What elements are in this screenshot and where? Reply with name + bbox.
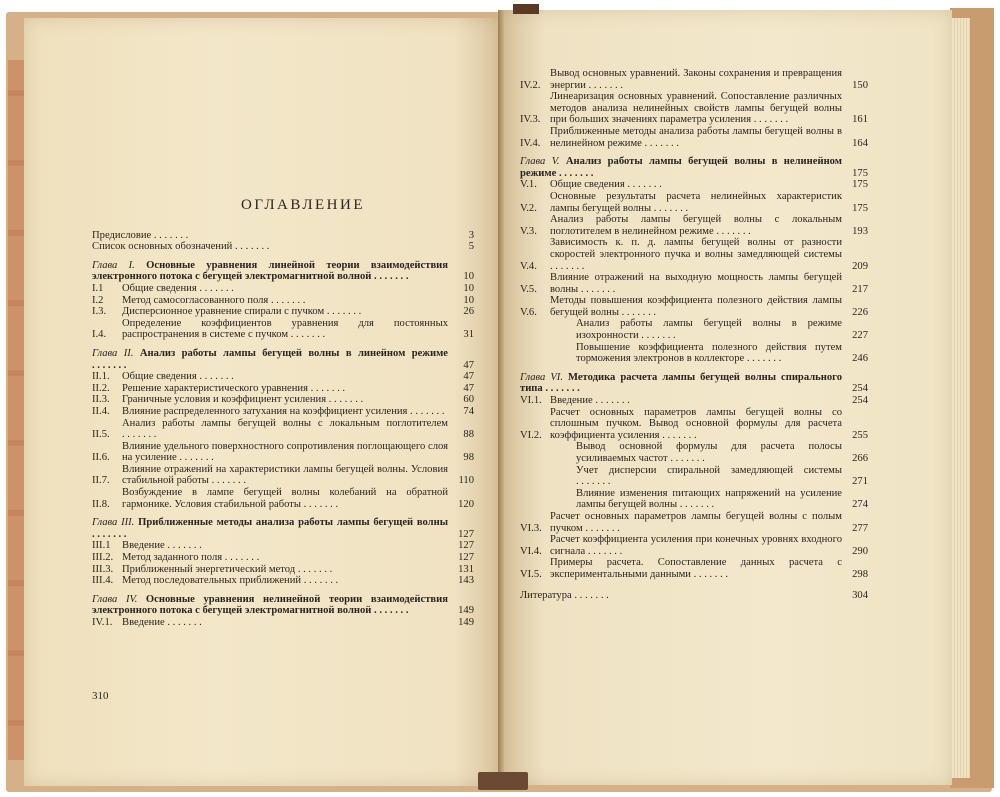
- toc-page-number: 47: [463, 359, 474, 371]
- toc-page-number: 175: [852, 202, 868, 214]
- leader-dots: . . . . . . .: [196, 371, 234, 383]
- toc-chapter-title: Основные уравнения линейной теории взаимодействия электронного потока с бегущей электромагнитной волной: [92, 259, 448, 283]
- toc-entry: [520, 465, 868, 488]
- toc-entry-number: I.2: [92, 294, 104, 306]
- toc-entry-text: Метод заданного поля: [122, 552, 223, 564]
- leader-dots: . . . . . . .: [371, 271, 409, 283]
- toc-entry-number: VI.1.: [520, 395, 542, 407]
- toc-entry: [92, 564, 474, 576]
- toc-chapter-title: Основные уравнения нелинейной теории взаимодействия электронного потока с бегущей электромагнитной волной: [92, 593, 448, 617]
- toc-entry: [92, 241, 474, 253]
- toc-entry-title: [122, 383, 448, 395]
- book-gutter: [498, 10, 504, 790]
- toc-entry-text: Расчет основных параметров лампы бегущей волны с полым пучком: [550, 510, 842, 534]
- toc-chapter-entry: [520, 156, 868, 179]
- toc-entry: [520, 590, 868, 602]
- toc-page-number: 5: [468, 241, 474, 253]
- toc-entry-title: [550, 511, 842, 534]
- toc-entry-text: Методы повышения коэффициента полезного действия лампы бегущей волны: [550, 295, 842, 318]
- toc-entry-number: II.5.: [92, 429, 110, 441]
- toc-entry-title: [122, 406, 448, 418]
- toc-chapter-entry: [92, 594, 474, 617]
- toc-page-number: 175: [852, 167, 868, 179]
- toc-entry: [92, 318, 474, 341]
- toc-entry-number: V.4.: [520, 260, 537, 272]
- toc-entry-title: [122, 441, 448, 464]
- toc-entry-title: [550, 557, 842, 580]
- toc-entry: [520, 68, 868, 91]
- toc-page-number: 98: [463, 452, 474, 464]
- toc-page-number: 74: [463, 405, 474, 417]
- toc-entry-text: Линеаризация основных уравнений. Сопоставление различных методов анализа нелинейных свойств лампы бегущей волны при больших значениях параметра усиления: [550, 91, 842, 126]
- toc-entry-title: [550, 272, 842, 295]
- toc-entry-number: II.1.: [92, 371, 110, 383]
- toc-entry-title: [92, 594, 448, 617]
- toc-entry-number: IV.1.: [92, 617, 113, 628]
- leader-dots: . . . . . . .: [618, 306, 657, 318]
- leader-dots: . . . . . . .: [744, 353, 782, 365]
- toc-chapter-number: Глава IV.: [92, 593, 146, 605]
- toc-page-number: 161: [852, 114, 868, 126]
- toc-entry-number: IV.2.: [520, 79, 541, 91]
- toc-page-number: 255: [852, 429, 868, 441]
- toc-entry-text: Анализ работы лампы бегущей волны с локальным поглотителем: [122, 417, 448, 429]
- toc-entry-text: Приближенные методы анализа работы лампы бегущей волны в нелинейном режиме: [550, 125, 842, 149]
- leader-dots: . . . . . . .: [222, 552, 260, 564]
- toc-entry-text: Влияние изменения питающих напряжений на усиление лампы бегущей волны: [576, 487, 842, 511]
- leader-dots: . . . . . . .: [624, 179, 662, 191]
- leader-dots: . . . . . . .: [326, 394, 364, 406]
- toc-entry: [520, 237, 868, 272]
- toc-chapter-number: Глава II.: [92, 347, 140, 359]
- toc-entry: [92, 552, 474, 564]
- toc-entry-text: Приближенный энергетический метод: [122, 563, 296, 575]
- toc-page-number: 60: [463, 394, 474, 406]
- toc-entry-number: IV.3.: [520, 114, 541, 126]
- toc-entry-number: II.6.: [92, 452, 110, 464]
- leader-dots: . . . . . . .: [638, 330, 676, 342]
- leader-dots: . . . . . . .: [268, 294, 306, 306]
- toc-entry-text: Решение характеристического уравнения: [122, 382, 308, 394]
- toc-entry: [92, 383, 474, 395]
- toc-entry-title: [122, 306, 448, 318]
- toc-entry-number: III.4.: [92, 575, 114, 587]
- toc-chapter-title: Методика расчета лампы бегущей волны спирального типа: [520, 371, 842, 395]
- toc-chapter-number: Глава VI.: [520, 371, 568, 383]
- toc-chapter-entry: [520, 372, 868, 395]
- toc-entry: [520, 511, 868, 534]
- toc-entry-number: III.1: [92, 540, 111, 552]
- toc-entry: [92, 230, 474, 242]
- leader-dots: . . . . . . .: [585, 79, 623, 91]
- leader-dots: . . . . . . .: [713, 225, 751, 237]
- toc-page-number: 164: [852, 137, 868, 149]
- toc-entry-title: [550, 534, 842, 557]
- toc-entry-title: [92, 230, 448, 242]
- toc-page-number: 26: [463, 306, 474, 318]
- leader-dots: . . . . . . .: [578, 283, 616, 295]
- leader-dots: . . . . . . .: [641, 137, 679, 149]
- toc-page-number: 47: [463, 382, 474, 394]
- toc-entry-number: I.1: [92, 282, 104, 294]
- toc-entry-title: [550, 126, 842, 149]
- toc-chapter-title: Анализ работы лампы бегущей волны в нелинейном режиме: [520, 156, 842, 179]
- toc-page-number: 277: [852, 522, 868, 534]
- toc-chapter-entry: [92, 348, 474, 371]
- toc-entry-text: Общие сведения: [550, 179, 625, 191]
- toc-page-number: 149: [458, 617, 474, 628]
- toc-entry: [520, 534, 868, 557]
- toc-entry-number: V.6.: [520, 306, 537, 318]
- leader-dots: . . . . . . .: [556, 167, 594, 179]
- toc-entry-text: Примеры расчета. Сопоставление данных расчета с экспериментальными данными: [550, 557, 842, 580]
- toc-entry-title: [122, 575, 448, 587]
- toc-entry-title: [122, 371, 448, 383]
- toc-chapter-number: Глава III.: [92, 517, 139, 529]
- toc-page-number: 127: [458, 552, 474, 564]
- toc-entry-number: I.3.: [92, 306, 107, 318]
- toc-page-number: 274: [852, 499, 868, 511]
- toc-entry-title: [520, 590, 842, 602]
- leader-dots: . . . . . . .: [92, 359, 127, 371]
- toc-chapter-entry: [92, 517, 474, 540]
- toc-page-number: 10: [463, 282, 474, 294]
- leader-dots: . . . . . . .: [585, 545, 623, 557]
- toc-page-number: 88: [463, 429, 474, 441]
- toc-entry: [92, 441, 474, 464]
- toc-page-number: 266: [852, 453, 868, 464]
- toc-entry-text: Общие сведения: [122, 282, 197, 294]
- toc-entry: [520, 191, 868, 214]
- toc-entry-number: II.3.: [92, 394, 110, 406]
- toc-page-number: 227: [852, 330, 868, 342]
- toc-entry-title: [550, 295, 842, 318]
- toc-entry-number: II.4.: [92, 405, 110, 417]
- toc-entry: [92, 406, 474, 418]
- toc-entry-number: V.1.: [520, 179, 537, 191]
- toc-entry-title: [122, 418, 448, 441]
- toc-entry-text: Влияние отражений на характеристики лампы бегущей волны. Условия стабильной работы: [122, 463, 448, 487]
- leader-dots: . . . . . . .: [151, 229, 189, 241]
- toc-entry: [92, 394, 474, 406]
- toc-entry-title: [576, 441, 842, 464]
- toc-entry: [92, 487, 474, 510]
- toc-entry-text: Введение: [550, 395, 593, 407]
- leader-dots: . . . . . . .: [371, 605, 409, 617]
- toc-page-number: 254: [852, 395, 868, 407]
- toc-entry-title: [122, 487, 448, 510]
- leader-dots: . . . . . . .: [659, 429, 697, 441]
- toc-entry: [92, 418, 474, 441]
- toc-entry: [92, 464, 474, 487]
- toc-entry-title: [576, 488, 842, 511]
- leader-dots: . . . . . . .: [542, 383, 580, 395]
- toc-entry: [92, 540, 474, 552]
- toc-entry-number: V.2.: [520, 202, 537, 214]
- toc-entry-number: I.4.: [92, 329, 107, 341]
- toc-entry-title: [520, 156, 842, 179]
- leader-dots: . . . . . . .: [307, 382, 346, 394]
- toc-entry-text: Возбуждение в лампе бегущей волны колебаний на обратной гармонике. Условия стабильной работы: [122, 487, 448, 510]
- leader-dots: . . . . . . .: [301, 498, 339, 510]
- toc-entry-title: [122, 464, 448, 487]
- toc-entry-title: [576, 342, 842, 365]
- toc-entry-text: Влияние удельного поверхностного сопротивления поглощающего слоя на усиление: [122, 440, 448, 464]
- toc-page-number: 254: [852, 383, 868, 395]
- toc-entry-title: [122, 283, 448, 295]
- leader-dots: . . . . . . .: [582, 522, 620, 534]
- toc-entry-title: [122, 564, 448, 576]
- toc-entry-text: Вывод основной формулы для расчета полосы усиливаемых частот: [576, 441, 842, 464]
- toc-entry-number: II.8.: [92, 498, 110, 510]
- toc-entry: [520, 395, 868, 407]
- toc-entry-text: Метод самосогласованного поля: [122, 294, 269, 306]
- toc-page-number: 304: [852, 589, 868, 601]
- toc-page-number: 226: [852, 306, 868, 318]
- bookmark-ribbon-bottom: [478, 772, 528, 790]
- toc-entry-title: [576, 465, 842, 488]
- leader-dots: . . . . . . .: [196, 282, 234, 294]
- toc-entry-text: Основные результаты расчета нелинейных характеристик лампы бегущей волны: [550, 190, 842, 214]
- toc-entry: [520, 214, 868, 237]
- toc-page-number: 10: [463, 294, 474, 306]
- toc-entry-number: V.5.: [520, 283, 537, 295]
- toc-entry-title: [550, 395, 842, 407]
- leader-dots: . . . . . . .: [122, 429, 157, 441]
- toc-entry: [520, 441, 868, 464]
- leader-dots: . . . . . . .: [232, 241, 270, 253]
- toc-page-number: 298: [852, 568, 868, 580]
- toc-entry: [520, 295, 868, 318]
- toc-entry-text: Введение: [122, 540, 165, 552]
- leader-dots: . . . . . . .: [324, 306, 362, 318]
- toc-page-number: 31: [463, 329, 474, 341]
- toc-entry-text: Метод последовательных приближений: [122, 575, 302, 587]
- toc-entry: [92, 283, 474, 295]
- leader-dots: . . . . . . .: [407, 405, 445, 417]
- leader-dots: . . . . . . .: [288, 329, 326, 341]
- toc-entry-title: [122, 617, 448, 629]
- toc-page-number: 47: [463, 371, 474, 383]
- toc-entry-title: [576, 318, 842, 341]
- toc-entry-title: [550, 68, 842, 91]
- toc-entry-text: Расчет основных параметров лампы бегущей волны со сплошным пучком. Вывод основной формулы для расчета коэффициента усиления: [550, 406, 842, 441]
- leader-dots: . . . . . . .: [208, 475, 246, 487]
- toc-entry-text: Анализ работы лампы бегущей волны с локальным поглотителем в нелинейном режиме: [550, 214, 842, 237]
- toc-chapter-entry: [92, 260, 474, 283]
- toc-entry-title: [520, 372, 842, 395]
- toc-entry: [520, 342, 868, 365]
- toc-entry-text: Зависимость к. п. д. лампы бегущей волны от разности скоростей электронного пучка и волны замедляющей системы: [550, 237, 842, 260]
- leader-dots: . . . . . . .: [301, 575, 339, 587]
- toc-page-number: 127: [458, 540, 474, 552]
- leader-dots: . . . . . . .: [667, 453, 705, 464]
- toc-entry-title: [550, 179, 842, 191]
- leader-dots: . . . . . . .: [576, 476, 611, 488]
- toc-entry: [520, 407, 868, 442]
- toc-entry-title: [550, 407, 842, 442]
- leader-dots: . . . . . . .: [677, 499, 715, 511]
- toc-entry-text: Расчет коэффициента усиления при конечных уровнях входного сигнала: [550, 534, 842, 557]
- toc-chapter-number: Глава I.: [92, 259, 147, 271]
- toc-entry: [520, 557, 868, 580]
- toc-entry-title: [122, 394, 448, 406]
- toc-entry: [520, 91, 868, 126]
- toc-entry-number: II.7.: [92, 475, 110, 487]
- toc-entry-number: II.2.: [92, 382, 110, 394]
- toc-page-number: 149: [458, 605, 474, 617]
- toc-entry: [520, 126, 868, 149]
- toc-page-number: 217: [852, 283, 868, 295]
- toc-entry: [520, 488, 868, 511]
- toc-page-number: 175: [852, 179, 868, 191]
- toc-entry-number: VI.2.: [520, 429, 542, 441]
- leader-dots: . . . . . . .: [550, 260, 585, 272]
- toc-right-column: [520, 68, 868, 601]
- toc-entry-text: Общие сведения: [122, 371, 197, 383]
- toc-entry: [92, 371, 474, 383]
- toc-page-number: 290: [852, 545, 868, 557]
- toc-chapter-title: Приближенные методы анализа работы лампы бегущей волны: [138, 517, 448, 529]
- toc-entry-text: Граничные условия и коэффициент усиления: [122, 394, 327, 406]
- toc-page-number: 150: [852, 79, 868, 91]
- toc-entry: [92, 306, 474, 318]
- toc-entry: [520, 318, 868, 341]
- toc-heading: ОГЛАВЛЕНИЕ: [241, 197, 365, 213]
- toc-entry: [520, 272, 868, 295]
- toc-entry-text: Вывод основных уравнений. Законы сохранения и превращения энергии: [550, 68, 842, 91]
- toc-entry-title: [122, 552, 448, 564]
- leader-dots: . . . . . . .: [164, 617, 202, 628]
- page-edge: [952, 18, 970, 778]
- toc-entry-text: Повышение коэффициента полезного действия путем торможения электронов в коллекторе: [576, 341, 842, 365]
- toc-entry-number: IV.4.: [520, 137, 541, 149]
- toc-entry-text: Список основных обозначений: [92, 241, 233, 253]
- toc-page-number: 209: [852, 260, 868, 272]
- toc-page-number: 193: [852, 225, 868, 237]
- toc-entry: [92, 575, 474, 587]
- toc-chapter-number: Глава V.: [520, 156, 566, 168]
- toc-page-number: 120: [458, 498, 474, 510]
- toc-entry-title: [92, 517, 448, 540]
- toc-entry-number: III.3.: [92, 563, 114, 575]
- toc-page-number: 246: [852, 353, 868, 365]
- leader-dots: . . . . . . .: [295, 563, 333, 575]
- leader-dots: . . . . . . .: [176, 452, 214, 464]
- toc-entry-text: Определение коэффициентов уравнения для постоянных распространения в системе с пучком: [122, 317, 448, 341]
- spine-strip: [8, 60, 24, 760]
- toc-entry-text: Анализ работы лампы бегущей волны в режиме изохронности: [576, 318, 842, 342]
- toc-entry-title: [550, 91, 842, 126]
- toc-page-number: 10: [463, 271, 474, 283]
- toc-entry-text: Влияние отражений на выходную мощность лампы бегущей волны: [550, 272, 842, 295]
- toc-page-number: 271: [852, 476, 868, 488]
- toc-page-number: 127: [458, 528, 474, 540]
- toc-entry-number: VI.4.: [520, 545, 542, 557]
- toc-entry-text: Литература: [520, 589, 572, 601]
- toc-entry: [520, 179, 868, 191]
- toc-entry-title: [550, 191, 842, 214]
- toc-left-column: [92, 197, 474, 629]
- toc-chapter-title: Анализ работы лампы бегущей волны в линейном режиме: [139, 347, 448, 359]
- toc-entry-number: VI.5.: [520, 568, 542, 580]
- leader-dots: . . . . . . .: [92, 528, 127, 540]
- toc-entry-title: [122, 540, 448, 552]
- toc-entry-text: Учет дисперсии спиральной замедляющей системы: [576, 464, 842, 476]
- leader-dots: . . . . . . .: [571, 589, 609, 601]
- leader-dots: . . . . . . .: [751, 114, 789, 126]
- toc-entry-number: VI.3.: [520, 522, 542, 534]
- toc-page-number: 131: [458, 563, 474, 575]
- toc-entry-text: Влияние распределенного затухания на коэффициент усиления: [122, 405, 408, 417]
- leader-dots: . . . . . . .: [690, 568, 729, 580]
- toc-entry-text: Предисловие: [92, 229, 152, 241]
- toc-page-number: 110: [458, 475, 474, 487]
- leader-dots: . . . . . . .: [592, 395, 630, 407]
- toc-entry-number: III.2.: [92, 552, 114, 564]
- toc-entry: [92, 295, 474, 307]
- toc-entry-title: [122, 295, 448, 307]
- bookmark-ribbon-top: [513, 4, 539, 14]
- leader-dots: . . . . . . .: [164, 540, 202, 552]
- toc-entry-title: [92, 348, 448, 371]
- toc-entry-number: V.3.: [520, 225, 537, 237]
- toc-entry-title: [550, 237, 842, 272]
- toc-page-number: 143: [458, 575, 474, 587]
- toc-entry-title: [92, 241, 448, 253]
- toc-page-number: 3: [468, 229, 474, 241]
- page-number: 310: [92, 690, 109, 702]
- toc-entry: [92, 617, 474, 629]
- toc-entry-text: Дисперсионное уравнение спирали с пучком: [122, 306, 325, 318]
- toc-entry-title: [550, 214, 842, 237]
- toc-entry-text: Введение: [122, 617, 165, 628]
- toc-entry-title: [122, 318, 448, 341]
- toc-entry-title: [92, 260, 448, 283]
- leader-dots: . . . . . . .: [651, 202, 689, 214]
